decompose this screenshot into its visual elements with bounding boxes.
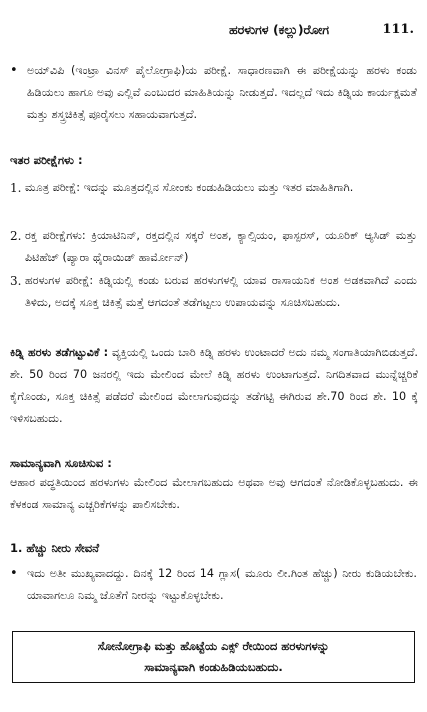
page-number: 111. (382, 22, 414, 37)
callout-line-1: ಸೋನೋಗ್ರಾಫಿ ಮತ್ತು ಹೊಟ್ಟೆಯ ಎಕ್ಸ್ ರೇಯಿಂದ ಹರಳುಗಳನ್ನು (97, 639, 330, 653)
bullet-icon: • (10, 63, 18, 78)
other-tests-heading: ಇತರ ಪರೀಕ್ಷೆಗಳು : (10, 153, 83, 167)
callout-line-2: ಸಾಮಾನ್ಯವಾಗಿ ಕಂಡುಹಿಡಿಯಬಹುದು. (144, 660, 283, 674)
bullet-icon: • (10, 566, 18, 581)
water-heading (10, 541, 99, 556)
water-heading-text: ಹೆಚ್ಚು ನೀರು ಸೇವನೆ (26, 541, 100, 555)
list-number: 1. (10, 181, 22, 195)
list-number: 3. (10, 274, 22, 288)
list-number: 2. (10, 229, 22, 243)
ivp-test-paragraph: ಅಯ್‌ವಿಪಿ (ಇಂಟ್ರಾ ವಿನಸ್ ಪೈಲೋಗ್ರಾಫಿ)ಯ ಪರೀಕ್ಷೆ. ಸಾಧಾರಣವಾಗಿ ಈ ಪರೀಕ್ಷೆಯನ್ನು ಹರಳು ಕಂಡು ಹಿಡಿಯಲು ಹಾಗೂ ಅವು ಎಲ್ಲಿವೆ ಎಂಬುದರ ಮಾಹಿತಿಯನ್ನು ನೀಡುತ್ತದೆ. ಇದಲ್ಲದೆ ಇದು ಕಿಡ್ನಿಯ ಕಾರ್ಯಕ್ಷಮತೆ ಮತ್ತು ಶಸ್ತ್ರಚಿಕಿತ್ಸೆ ಪೂರೈಸಲು ಸಹಾಯವಾಗುತ್ತದೆ. (27, 64, 417, 121)
general-paragraph: ಆಹಾರ ಪದ್ಧತಿಯಿಂದ ಹರಳುಗಳು ಮೇಲಿಂದ ಮೇಲಾಗಬಹುದು ಅಥವಾ ಅವು ಆಗದಂತೆ ನೋಡಿಕೊಳ್ಳಬಹುದು. ಈ ಕೆಳಕಂಡ ಸಾಮಾನ್ಯ ಎಚ್ಚರಿಕೆಗಳನ್ನು ಪಾಲಿಸಬೇಕು. (10, 476, 418, 511)
prevention-paragraph (10, 342, 418, 430)
chapter-title: ಹರಳುಗಳ (ಕಲ್ಲು)ರೋಗ (229, 22, 330, 37)
callout-box (12, 631, 415, 683)
general-heading: ಸಾಮಾನ್ಯವಾಗಿ ಸೂಚಿಸುವ : (10, 456, 112, 470)
prevention-lead: ಕಿಡ್ನಿ ಹರಳು ತಡೆಗಟ್ಟುವಿಕೆ : (10, 346, 109, 359)
list-item-blood-tests: ರಕ್ತ ಪರೀಕ್ಷೆಗಳು: ಕ್ರಿಯಾಟಿನಿನ್, ರಕ್ತದಲ್ಲಿನ ಸಕ್ಕರೆ ಅಂಶ, ಕ್ಯಾಲ್ಸಿಯಂ, ಫಾಸ್ಪರಸ್, ಯೂರಿಕ್ ಆ್ಯಸಿಡ್ ಮತ್ತು ಪಿಟಿಹೆಚ್ (ಪ್ಯಾರಾ ಥೈರಾಯಿಡ್ ಹಾರ್ಮೋನ್) (25, 229, 417, 264)
water-paragraph: ಇದು ಅತೀ ಮುಖ್ಯವಾದದ್ದು. ದಿನಕ್ಕೆ 12 ರಿಂದ 14 ಗ್ಲಾಸ( ಮೂರು ಲೀ.ಗಿಂತ ಹೆಚ್ಚು) ನೀರು ಕುಡಿಯಬೇಕು. ಯಾವಾಗಲೂ ನಿಮ್ಮ ಜೊತೆಗೆ ನೀರನ್ನು ಇಟ್ಟುಕೊಳ್ಳಬೇಕು. (27, 567, 417, 602)
water-heading-number: 1. (10, 541, 23, 555)
list-item-urine-test: ಮೂತ್ರ ಪರೀಕ್ಷೆ: ಇದನ್ನು ಮೂತ್ರದಲ್ಲಿನ ಸೋಂಕು ಕಂಡುಹಿಡಿಯಲು ಮತ್ತು ಇತರ ಮಾಹಿತಿಗಾಗಿ. (25, 181, 354, 194)
running-header (229, 22, 414, 38)
list-item-stone-test: ಹರಳುಗಳ ಪರೀಕ್ಷೆ: ಕಿಡ್ನಿಯಲ್ಲಿ ಕಂಡು ಬರುವ ಹರಳುಗಳಲ್ಲಿ ಯಾವ ರಾಸಾಯನಿಕ ಅಂಶ ಅಡಕವಾಗಿದೆ ಎಂದು ತಿಳಿದು, ಅದಕ್ಕೆ ಸೂಕ್ತ ಚಿಕಿತ್ಸೆ ಮತ್ತೆ ಆಗದಂತೆ ತಡೆಗಟ್ಟಲು ಉಪಾಯವನ್ನು ಸೂಚಿಸಬಹುದು. (25, 274, 417, 309)
prevention-text: ವ್ಯಕ್ತಿಯಲ್ಲಿ ಒಂದು ಬಾರಿ ಕಿಡ್ನಿ ಹರಳು ಉಂಟಾದರೆ ಅದು ನಮ್ಮ ಸಂಗಾತಿಯಾಗಿಬಿಡುತ್ತದೆ. ಶೇ. 50 ರಿಂದ 70 ಜನರಲ್ಲಿ ಇದು ಮೇಲಿಂದ ಮೇಲೆ ಕಿಡ್ನಿ ಹರಳು ಉಂಟಾಗುತ್ತದೆ. ನಿಗದಿತವಾದ ಮುನ್ನೆಚ್ಚರಿಕೆ ಕೈಗೊಂಡು, ಸೂಕ್ತ ಚಿಕಿತ್ಸೆ ಪಡೆದರೆ ಮೇಲಿಂದ ಮೇಲಾಗುವುದನ್ನು ತಡೆಗಟ್ಟಿ ಈಗಿರುವ ಶೇ.70 ರಿಂದ ಶೇ. 10 ಕ್ಕೆ ಇಳಿಸಬಹುದು. (10, 346, 418, 425)
